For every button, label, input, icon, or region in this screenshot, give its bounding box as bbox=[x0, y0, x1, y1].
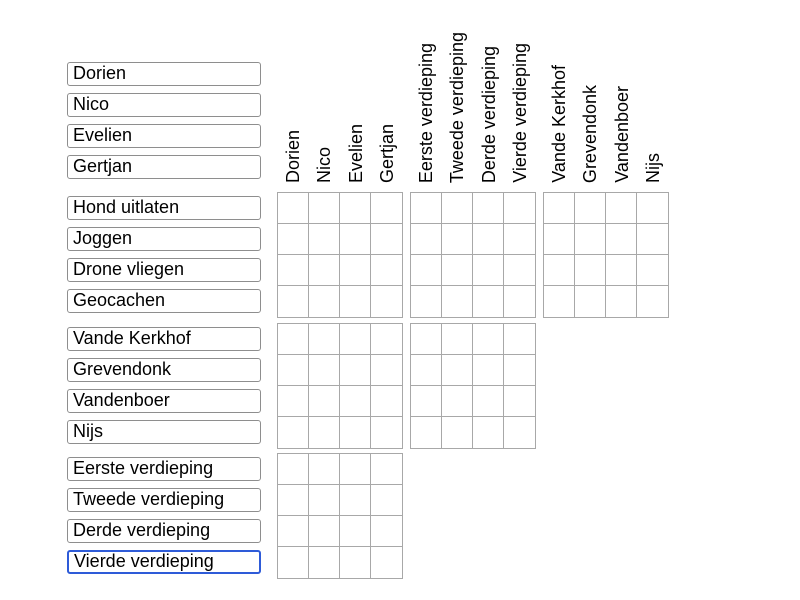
grid-cell[interactable] bbox=[278, 255, 309, 286]
grid-cell[interactable] bbox=[278, 516, 309, 547]
column-header-label: Grevendonk bbox=[580, 84, 601, 183]
grid-cell[interactable] bbox=[278, 417, 309, 448]
grid-cell[interactable] bbox=[278, 485, 309, 516]
grid-cell[interactable] bbox=[544, 224, 575, 255]
row-band-activities bbox=[0, 192, 800, 318]
grid-cell[interactable] bbox=[473, 417, 504, 448]
grid-cell[interactable] bbox=[340, 224, 371, 255]
grid-cell[interactable] bbox=[309, 547, 340, 578]
grid-cell[interactable] bbox=[309, 193, 340, 224]
grid-cell[interactable] bbox=[606, 286, 637, 317]
activities-item-input-0[interactable] bbox=[67, 196, 261, 220]
grid-cell[interactable] bbox=[340, 193, 371, 224]
grid-cell[interactable] bbox=[340, 454, 371, 485]
grid-cell[interactable] bbox=[371, 454, 402, 485]
row-band-surnames bbox=[0, 323, 800, 449]
activities-item-input-1[interactable] bbox=[67, 227, 261, 251]
grid-cell[interactable] bbox=[309, 454, 340, 485]
grid-block-surnames-x-names bbox=[277, 323, 403, 449]
grid-cell[interactable] bbox=[411, 224, 442, 255]
grid-cell[interactable] bbox=[504, 324, 535, 355]
column-header-label: Eerste verdieping bbox=[415, 42, 436, 183]
names-item-input-3[interactable] bbox=[67, 155, 261, 179]
grid-cell[interactable] bbox=[371, 255, 402, 286]
grid-cell[interactable] bbox=[340, 417, 371, 448]
grid-cell[interactable] bbox=[371, 224, 402, 255]
grid-cell[interactable] bbox=[278, 193, 309, 224]
floors-item-input-0[interactable] bbox=[67, 457, 261, 481]
column-header-label: Gertjan bbox=[377, 123, 398, 183]
column-header-label: Vandenboer bbox=[611, 86, 632, 183]
grid-cell[interactable] bbox=[637, 193, 668, 224]
grid-cell[interactable] bbox=[411, 255, 442, 286]
column-header-label: Nico bbox=[314, 146, 335, 183]
names-item-input-2[interactable] bbox=[67, 124, 261, 148]
grid-cell[interactable] bbox=[309, 324, 340, 355]
row-band-names bbox=[0, 58, 800, 184]
grid-cell[interactable] bbox=[442, 324, 473, 355]
grid-cell[interactable] bbox=[442, 386, 473, 417]
grid-cell[interactable] bbox=[473, 224, 504, 255]
grid-cell[interactable] bbox=[473, 355, 504, 386]
grid-cell[interactable] bbox=[606, 224, 637, 255]
grid-cell[interactable] bbox=[606, 255, 637, 286]
column-header-label: Dorien bbox=[282, 129, 303, 183]
grid-cell[interactable] bbox=[504, 417, 535, 448]
surnames-item-input-2[interactable] bbox=[67, 389, 261, 413]
grid-cell[interactable] bbox=[278, 224, 309, 255]
grid-cell[interactable] bbox=[442, 417, 473, 448]
grid-cell[interactable] bbox=[371, 324, 402, 355]
grid-cell[interactable] bbox=[371, 516, 402, 547]
grid-cell[interactable] bbox=[473, 193, 504, 224]
grid-cell[interactable] bbox=[637, 255, 668, 286]
grid-cell[interactable] bbox=[411, 417, 442, 448]
grid-cell[interactable] bbox=[544, 193, 575, 224]
grid-cell[interactable] bbox=[637, 286, 668, 317]
grid-cell[interactable] bbox=[309, 417, 340, 448]
grid-cell[interactable] bbox=[309, 485, 340, 516]
grid-cell[interactable] bbox=[340, 355, 371, 386]
grid-cell[interactable] bbox=[504, 224, 535, 255]
grid-cell[interactable] bbox=[278, 324, 309, 355]
grid-cell[interactable] bbox=[340, 324, 371, 355]
grid-cell[interactable] bbox=[371, 355, 402, 386]
grid-cell[interactable] bbox=[473, 386, 504, 417]
column-header-label: Tweede verdieping bbox=[447, 31, 468, 183]
activities-item-input-3[interactable] bbox=[67, 289, 261, 313]
grid-cell[interactable] bbox=[278, 386, 309, 417]
grid-cell[interactable] bbox=[371, 286, 402, 317]
grid-cell[interactable] bbox=[575, 286, 606, 317]
grid-cell[interactable] bbox=[504, 193, 535, 224]
grid-cell[interactable] bbox=[371, 485, 402, 516]
column-header-label: Vande Kerkhof bbox=[548, 65, 569, 183]
grid-cell[interactable] bbox=[411, 193, 442, 224]
grid-cell[interactable] bbox=[637, 224, 668, 255]
grid-cell[interactable] bbox=[606, 193, 637, 224]
grid-cell[interactable] bbox=[442, 193, 473, 224]
surnames-item-input-1[interactable] bbox=[67, 358, 261, 382]
grid-cell[interactable] bbox=[371, 417, 402, 448]
grid-cell[interactable] bbox=[411, 355, 442, 386]
grid-cell[interactable] bbox=[442, 224, 473, 255]
grid-cell[interactable] bbox=[371, 386, 402, 417]
grid-block-activities-x-floors bbox=[410, 192, 536, 318]
grid-cell[interactable] bbox=[309, 286, 340, 317]
grid-cell[interactable] bbox=[544, 255, 575, 286]
grid-cell[interactable] bbox=[309, 255, 340, 286]
grid-block-activities-x-surnames bbox=[543, 192, 669, 318]
grid-cell[interactable] bbox=[544, 286, 575, 317]
column-header-label: Vierde verdieping bbox=[510, 43, 531, 183]
grid-cell[interactable] bbox=[504, 255, 535, 286]
column-header-label: Nijs bbox=[643, 153, 664, 183]
grid-cell[interactable] bbox=[371, 193, 402, 224]
names-item-input-0[interactable] bbox=[67, 62, 261, 86]
grid-cell[interactable] bbox=[442, 355, 473, 386]
column-header-label: Derde verdieping bbox=[478, 45, 499, 183]
grid-block-activities-x-names bbox=[277, 192, 403, 318]
grid-cell[interactable] bbox=[575, 193, 606, 224]
grid-cell[interactable] bbox=[473, 255, 504, 286]
grid-cell[interactable] bbox=[442, 255, 473, 286]
grid-cell[interactable] bbox=[504, 386, 535, 417]
grid-block-floors-x-names bbox=[277, 453, 403, 579]
grid-cell[interactable] bbox=[278, 547, 309, 578]
grid-cell[interactable] bbox=[309, 386, 340, 417]
grid-cell[interactable] bbox=[340, 386, 371, 417]
grid-block-surnames-x-floors bbox=[410, 323, 536, 449]
surnames-item-input-3[interactable] bbox=[67, 420, 261, 444]
grid-cell[interactable] bbox=[309, 516, 340, 547]
grid-cell[interactable] bbox=[442, 286, 473, 317]
grid-cell[interactable] bbox=[278, 454, 309, 485]
names-item-input-1[interactable] bbox=[67, 93, 261, 117]
grid-cell[interactable] bbox=[278, 286, 309, 317]
grid-cell[interactable] bbox=[473, 324, 504, 355]
grid-cell[interactable] bbox=[340, 547, 371, 578]
grid-cell[interactable] bbox=[278, 355, 309, 386]
column-header-label: Evelien bbox=[345, 123, 366, 183]
floors-item-input-2[interactable] bbox=[67, 519, 261, 543]
grid-cell[interactable] bbox=[411, 286, 442, 317]
surnames-item-input-0[interactable] bbox=[67, 327, 261, 351]
row-band-floors bbox=[0, 453, 800, 579]
grid-cell[interactable] bbox=[340, 485, 371, 516]
grid-cell[interactable] bbox=[504, 286, 535, 317]
grid-cell[interactable] bbox=[309, 224, 340, 255]
grid-cell[interactable] bbox=[411, 386, 442, 417]
grid-cell[interactable] bbox=[575, 255, 606, 286]
grid-cell[interactable] bbox=[309, 355, 340, 386]
grid-cell[interactable] bbox=[473, 286, 504, 317]
grid-cell[interactable] bbox=[504, 355, 535, 386]
grid-cell[interactable] bbox=[575, 224, 606, 255]
floors-item-input-3[interactable] bbox=[67, 550, 261, 574]
floors-item-input-1[interactable] bbox=[67, 488, 261, 512]
grid-cell[interactable] bbox=[371, 547, 402, 578]
grid-cell[interactable] bbox=[411, 324, 442, 355]
grid-cell[interactable] bbox=[340, 516, 371, 547]
grid-cell[interactable] bbox=[340, 255, 371, 286]
activities-item-input-2[interactable] bbox=[67, 258, 261, 282]
grid-cell[interactable] bbox=[340, 286, 371, 317]
